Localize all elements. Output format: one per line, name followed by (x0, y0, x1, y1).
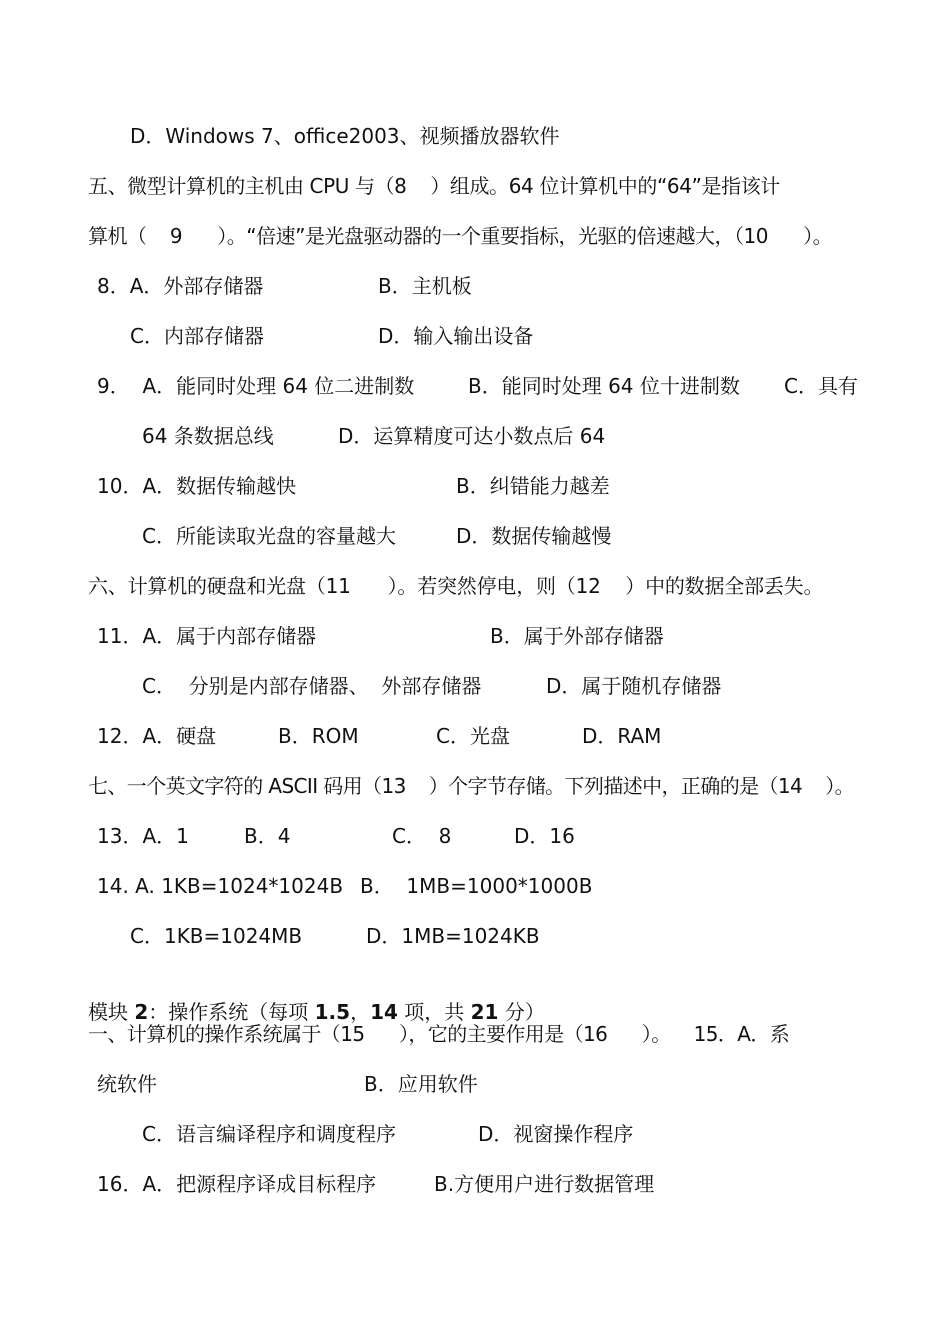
points-per-item: 1.5 (314, 1000, 351, 1024)
q16-option-a: 16．A．把源程序译成目标程序 (97, 1172, 377, 1196)
module-2-heading-text: 项，共 (397, 1000, 471, 1024)
module-2-heading-text: 分） (498, 1000, 545, 1024)
q9-option-d: D．运算精度可达小数点后 64 (338, 424, 606, 448)
q9-option-a: 9． A．能同时处理 64 位二进制数 (97, 374, 415, 398)
q10-option-a: 10．A．数据传输越快 (97, 474, 297, 498)
q12-option-c: C．光盘 (436, 724, 510, 748)
q10-option-c: C．所能读取光盘的容量越大 (142, 524, 396, 548)
q14-option-a: 14. A. 1KB=1024*1024B (97, 874, 344, 898)
q16-option-b: B.方便用户进行数据管理 (434, 1172, 655, 1196)
q11-option-a: 11．A．属于内部存储器 (97, 624, 317, 648)
q12-option-b: B．ROM (278, 724, 359, 748)
q9-option-b: B．能同时处理 64 位十进制数 (468, 374, 740, 398)
module-number: 2 (134, 1000, 149, 1024)
q8-option-a: 8．A．外部存储器 (97, 274, 264, 298)
question-5-stem-line2: 算机（ 9 ）。“倍速”是光盘驱动器的一个重要指标，光驱的倍速越大，（10 ）。 (88, 224, 833, 248)
q15-option-a-cont: 统软件 (97, 1072, 157, 1096)
q11-option-d: D．属于随机存储器 (546, 674, 722, 698)
module-2-heading-text: 模块 (88, 1000, 135, 1024)
q10-option-d: D．数据传输越慢 (456, 524, 612, 548)
q14-option-b: B． 1MB=1000*1000B (360, 874, 593, 898)
q12-option-d: D．RAM (582, 724, 662, 748)
total-points: 21 (470, 1000, 499, 1024)
q10-option-b: B．纠错能力越差 (456, 474, 610, 498)
q12-option-a: 12．A．硬盘 (97, 724, 217, 748)
module-2-heading-text: ， (350, 1000, 371, 1024)
question-6-stem: 六、计算机的硬盘和光盘（11 ）。若突然停电，则（12 ）中的数据全部丢失。 (88, 574, 824, 598)
q13-option-b: B．4 (244, 824, 291, 848)
q11-option-c: C． 分别是内部存储器、 外部存储器 (142, 674, 482, 698)
q15-option-d: D．视窗操作程序 (478, 1122, 634, 1146)
q9-option-c: C．具有 (784, 374, 858, 398)
module-2-heading-text: ：操作系统（每项 (148, 1000, 315, 1024)
q8-option-d: D．输入输出设备 (378, 324, 534, 348)
q11-option-b: B．属于外部存储器 (490, 624, 664, 648)
module-2-heading (88, 970, 545, 1026)
q13-option-c: C． 8 (392, 824, 452, 848)
option-d-q4: D．Windows 7、office2003、视频播放器软件 (130, 124, 560, 148)
q15-option-b: B．应用软件 (364, 1072, 478, 1096)
q13-option-a: 13．A．1 (97, 824, 189, 848)
question-5-stem-line1: 五、微型计算机的主机由 CPU 与（8 ）组成。64 位计算机中的“64”是指该计 (88, 174, 780, 198)
q13-option-d: D．16 (514, 824, 575, 848)
q14-option-d: D．1MB=1024KB (366, 924, 540, 948)
question-os-stem: 一、计算机的操作系统属于（15 ），它的主要作用是（16 ）。 15．A．系 (88, 1022, 790, 1046)
q14-option-c: C．1KB=1024MB (130, 924, 303, 948)
item-count: 14 (370, 1000, 398, 1024)
q8-option-b: B．主机板 (378, 274, 472, 298)
q9-option-c-cont: 64 条数据总线 (142, 424, 274, 448)
q8-option-c: C．内部存储器 (130, 324, 264, 348)
q15-option-c: C．语言编译程序和调度程序 (142, 1122, 396, 1146)
question-7-stem: 七、一个英文字符的 ASCII 码用（13 ）个字节存储。下列描述中，正确的是（14 ）。 (88, 774, 855, 798)
